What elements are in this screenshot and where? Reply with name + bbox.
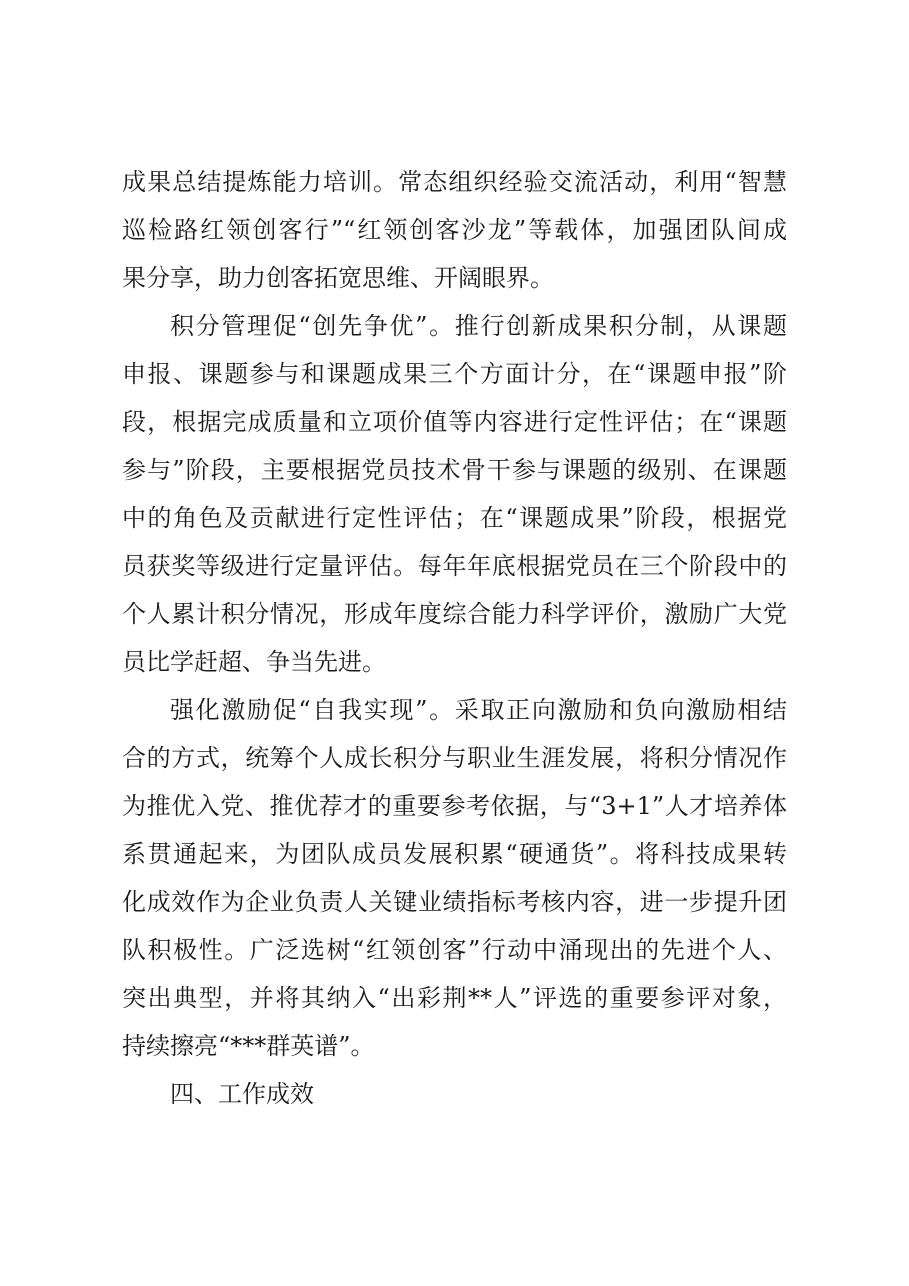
paragraph-line: 果分享，助力创客拓宽思维、开阔眼界。	[122, 264, 554, 292]
paragraph-line: 成果总结提炼能力培训。常态组织经验交流活动，利用“智慧	[122, 168, 787, 196]
paragraph-line: 为推优入党、推优荐才的重要参考依据，与“3+1”人才培养体	[122, 792, 787, 820]
paragraph-line: 申报、课题参与和课题成果三个方面计分，在“课题申报”阶	[122, 360, 787, 388]
paragraph-line: 突出典型，并将其纳入“出彩荆**人”评选的重要参评对象，	[122, 984, 787, 1012]
paragraph-line: 化成效作为企业负责人关键业绩指标考核内容，进一步提升团	[122, 888, 787, 916]
paragraph-line: 段，根据完成质量和立项价值等内容进行定性评估；在“课题	[122, 408, 787, 436]
section-heading: 四、工作成效	[170, 1080, 314, 1108]
paragraph-line: 队积极性。广泛选树“红领创客”行动中涌现出的先进个人、	[122, 936, 787, 964]
paragraph-line: 员比学赶超、争当先进。	[122, 648, 386, 676]
paragraph-line: 中的角色及贡献进行定性评估；在“课题成果”阶段，根据党	[122, 504, 787, 532]
paragraph-line: 持续擦亮“***群英谱”。	[122, 1032, 375, 1060]
paragraph-line: 强化激励促“自我实现”。采取正向激励和负向激励相结	[170, 696, 787, 724]
paragraph-line: 个人累计积分情况，形成年度综合能力科学评价，激励广大党	[122, 600, 787, 628]
paragraph-line: 积分管理促“创先争优”。推行创新成果积分制，从课题	[170, 312, 787, 340]
paragraph-line: 参与”阶段，主要根据党员技术骨干参与课题的级别、在课题	[122, 456, 787, 484]
paragraph-line: 系贯通起来，为团队成员发展积累“硬通货”。将科技成果转	[122, 840, 787, 868]
paragraph-line: 合的方式，统筹个人成长积分与职业生涯发展，将积分情况作	[122, 744, 787, 772]
paragraph-line: 员获奖等级进行定量评估。每年年底根据党员在三个阶段中的	[122, 552, 787, 580]
paragraph-line: 巡检路红领创客行”“红领创客沙龙”等载体，加强团队间成	[122, 216, 787, 244]
